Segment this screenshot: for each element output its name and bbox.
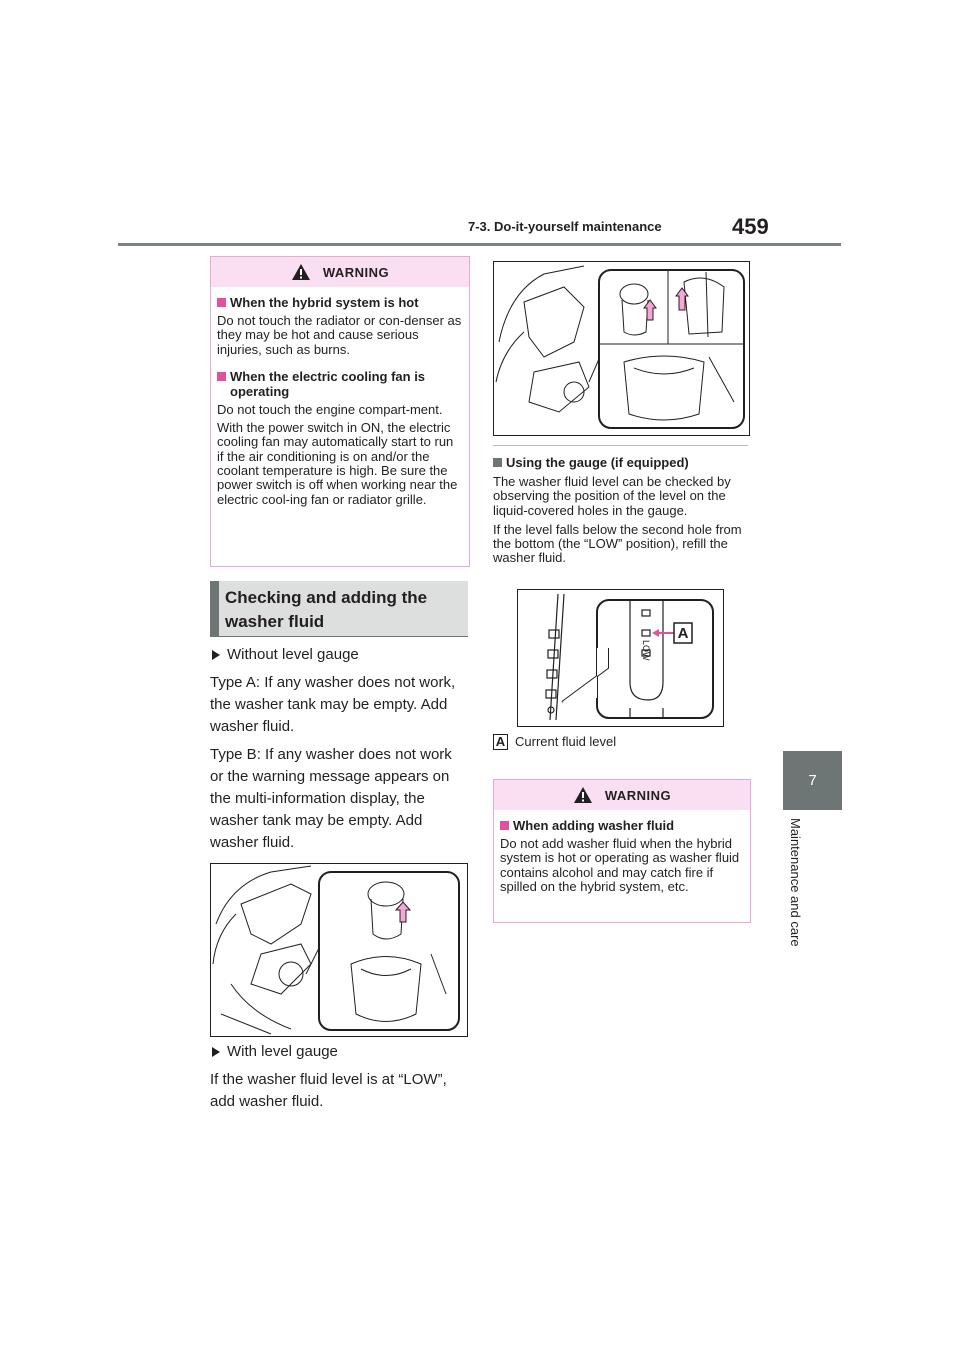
section-heading (210, 581, 468, 637)
gauge-paragraph-1: The washer fluid level can be checked by observing the position of the level on the liquid-covered holes in the gauge. (493, 474, 731, 518)
warning-title-bar (211, 257, 469, 287)
warning-text: Do not touch the engine compart-ment. (217, 401, 443, 417)
warning-triangle-icon (573, 786, 593, 804)
warning-text: Do not touch the radiator or con-denser as they may be hot and cause serious injuries, such as burns. (217, 313, 462, 357)
gauge-paragraph-2: If the level falls below the second hole from the bottom (the “LOW” position), refill the washer fluid. (493, 521, 742, 566)
level-gauge-illustration (518, 590, 723, 726)
paragraph-type-b: Type B: If any washer does not work or the warning message appears on the multi-information display, the washer tank may be empty. Add washer fluid. (210, 746, 452, 851)
header-divider (118, 243, 841, 246)
bullet-square-icon (493, 458, 502, 467)
warning-title-bar (494, 780, 750, 810)
right-body (493, 455, 751, 566)
callout-legend (493, 734, 616, 750)
chapter-label-container (787, 818, 803, 988)
paragraph-type-a: Type A: If any washer does not work, the washer tank may be empty. Add washer fluid. (210, 674, 456, 735)
gauge-heading (493, 455, 751, 470)
section-divider (210, 636, 468, 637)
warning-text: Do not add washer fluid when the hybrid system is hot or operating as washer fluid contains alcohol and may catch fire if spilled on the hybrid system, etc. (500, 836, 740, 894)
warning-triangle-icon (291, 263, 311, 281)
left-body-lower (210, 1041, 468, 1113)
engine-bay-illustration (211, 864, 467, 1036)
right-divider (493, 445, 748, 446)
section-title-line1: Checking and adding the (225, 588, 428, 607)
bullet-square-icon (217, 298, 226, 307)
warning-title: WARNING (322, 264, 390, 280)
list-item-text: With level gauge (227, 1043, 338, 1060)
arrow-right-icon (212, 650, 220, 660)
warning-box-hybrid (210, 256, 470, 567)
bullet-square-icon (500, 821, 509, 830)
page-number: 459 (732, 214, 769, 239)
washer-cap-illustration (494, 262, 749, 435)
list-item-without-gauge (210, 644, 468, 666)
gauge-callout-label: A (677, 625, 689, 642)
section-header: 7-3. Do-it-yourself maintenance (468, 219, 662, 234)
bullet-square-icon (217, 372, 226, 381)
chapter-tab (783, 751, 842, 810)
left-body (210, 644, 468, 854)
warning-title: WARNING (604, 787, 672, 803)
engine-bay-figure (210, 863, 468, 1037)
warning-text: With the power switch in ON, the electric cooling fan may automatically start to run if the air conditioning is on and/or the coolant temperature is high. Be sure the power switch is off when working near the electric cool-ing fan or radiator grille. (217, 420, 458, 507)
chapter-number: 7 (808, 772, 817, 789)
warning-heading-washer (500, 818, 744, 833)
paragraph-low: If the washer fluid level is at “LOW”, add washer fluid. (210, 1071, 447, 1110)
chapter-label: Maintenance and care (788, 818, 803, 947)
warning-heading-hot (217, 295, 463, 310)
warning-heading-text: When adding washer fluid (513, 818, 675, 833)
arrow-right-icon (212, 1047, 220, 1057)
section-title-line2: washer fluid (225, 612, 325, 631)
callout-badge: A (493, 734, 508, 750)
gauge-heading-text: Using the gauge (if equipped) (506, 455, 689, 470)
list-item-with-gauge (210, 1041, 468, 1063)
warning-heading-text: When the hybrid system is hot (230, 295, 419, 310)
warning-heading-text: When the electric cooling fan is operating (230, 368, 426, 399)
callout-label: Current fluid level (515, 733, 617, 749)
warning-heading-fan (217, 369, 463, 399)
level-gauge-figure (517, 589, 724, 727)
washer-cap-figure (493, 261, 750, 436)
warning-box-washer (493, 779, 751, 923)
list-item-text: Without level gauge (227, 646, 359, 663)
gauge-low-label: LOW (641, 640, 651, 661)
